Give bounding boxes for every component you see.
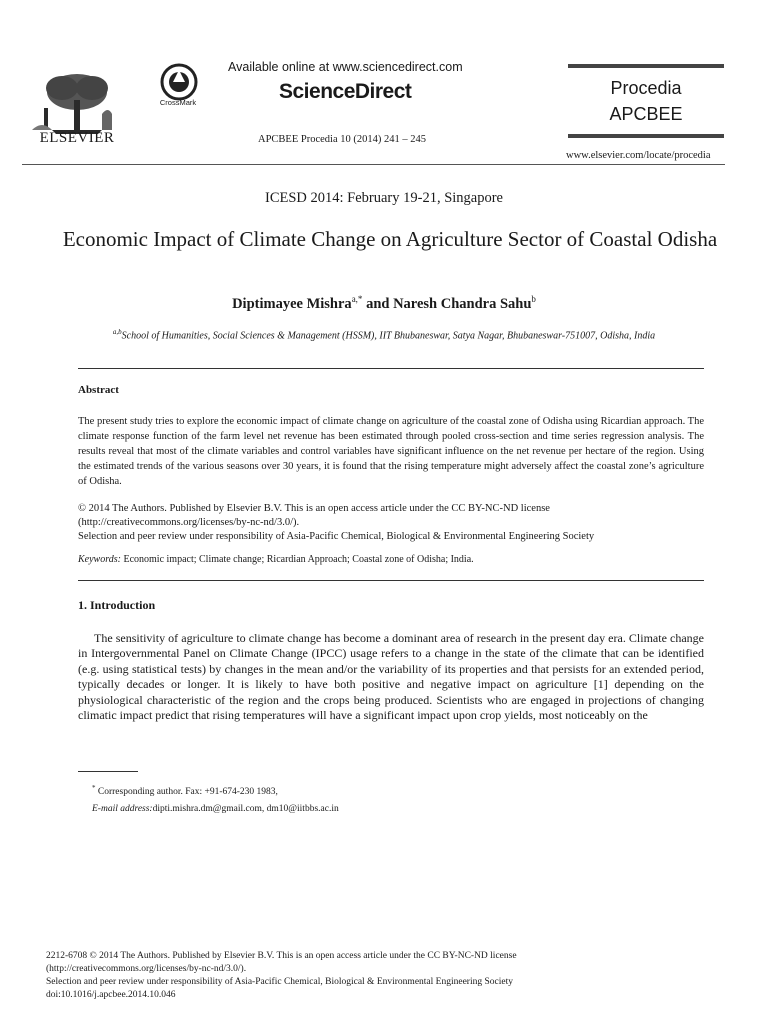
footnote-email bbox=[92, 804, 339, 814]
abstract-text: The present study tries to explore the economic impact of climate change on agriculture of the coastal zone of Odisha using Ricardian approach. The climate response function of the farm level net revenue has been estimated through pooled cross-section and time series regression analysis. The results reveal that most of the climate variables and control variables have significant influence on the net revenue per hectare of the region. Using the estimated trends of the various seasons over 30 years, it is found that the rising temperature might adversely affect the coastal zone’s agriculture of Odisha. bbox=[78, 416, 704, 487]
author-1-superscript: a,* bbox=[351, 294, 363, 304]
abstract-bottom-rule bbox=[78, 580, 704, 581]
footnote-corresponding bbox=[92, 784, 278, 797]
crossmark-label: CrossMark bbox=[159, 98, 197, 107]
journal-reference: APCBEE Procedia 10 (2014) 241 – 245 bbox=[258, 134, 426, 145]
keywords-line bbox=[78, 554, 704, 565]
keywords-label: Keywords: bbox=[78, 554, 121, 565]
author-2: and Naresh Chandra Sahu bbox=[362, 295, 532, 312]
introduction-paragraph: The sensitivity of agriculture to climate change has become a dominant area of research in the present day era. Climate change in Intergovernmental Panel on Climate Change (IPCC) usage refers to a change in the state of the climate that can be identified (e.g. using statistical tests) by changes in the mean and/or the variability of its properties and that persists for an extended period, typically decades or longer. It is likely to have both positive and negative impact on agriculture [1] depending on the physiological characteristic of the region and the crops being produced. Scientists who are engaged in projections of changing climatic impact predict that rising temperatures will have a significant impact upon crop yields, most noticeably on the bbox=[78, 631, 704, 723]
authors-line bbox=[0, 294, 768, 313]
journal-name-line1: Procedia bbox=[610, 78, 682, 98]
author-2-superscript: b bbox=[531, 294, 536, 304]
footer-doi[interactable]: doi:10.1016/j.apcbee.2014.10.046 bbox=[46, 990, 176, 1000]
sciencedirect-logo-text: ScienceDirect bbox=[279, 80, 412, 103]
footer-line-3: Selection and peer review under responsibility of Asia-Pacific Chemical, Biological & Environmental Engineering Society bbox=[46, 977, 513, 987]
paper-title: Economic Impact of Climate Change on Agriculture Sector of Coastal Odisha bbox=[62, 227, 718, 251]
header-divider bbox=[22, 164, 725, 165]
keywords-text: Economic impact; Climate change; Ricardian Approach; Coastal zone of Odisha; India. bbox=[120, 554, 474, 565]
footnote-rule bbox=[78, 771, 138, 772]
copyright-line-1: © 2014 The Authors. Published by Elsevier B.V. This is an open access article under the CC BY-NC-ND license bbox=[78, 503, 550, 514]
journal-name-line2: APCBEE bbox=[609, 104, 683, 124]
abstract-heading: Abstract bbox=[78, 384, 119, 396]
publisher-name: ELSEVIER bbox=[39, 130, 115, 146]
copyright-line-3: Selection and peer review under responsibility of Asia-Pacific Chemical, Biological & Environmental Engineering Society bbox=[78, 531, 595, 542]
license-link[interactable]: (http://creativecommons.org/licenses/by-nc-nd/3.0/). bbox=[78, 517, 300, 528]
footnote-corresponding-text: Corresponding author. Fax: +91-674-230 1983, bbox=[95, 787, 278, 798]
section-heading-introduction: 1. Introduction bbox=[78, 598, 156, 612]
page-footer bbox=[46, 950, 726, 1002]
affiliation-line bbox=[0, 328, 768, 341]
affiliation-superscript: a,b bbox=[112, 328, 122, 336]
email-addresses[interactable]: dipti.mishra.dm@gmail.com, dm10@iitbbs.ac.in bbox=[152, 804, 339, 814]
affiliation-text: School of Humanities, Social Sciences & Management (HSSM), IIT Bhubaneswar, Satya Nagar, Bhubaneswar-751007, Odisha, India bbox=[121, 330, 656, 342]
footer-license-link[interactable]: (http://creativecommons.org/licenses/by-nc-nd/3.0/). bbox=[46, 964, 247, 974]
footnote-marker: * bbox=[92, 784, 96, 792]
email-label: E-mail address: bbox=[92, 804, 153, 814]
abstract-top-rule bbox=[78, 368, 704, 369]
author-1: Diptimayee Mishra bbox=[232, 295, 352, 312]
journal-logo-box bbox=[568, 64, 724, 138]
abstract-copyright bbox=[78, 502, 704, 544]
journal-url-link[interactable]: www.elsevier.com/locate/procedia bbox=[566, 150, 711, 161]
footer-line-1: 2212-6708 © 2014 The Authors. Published by Elsevier B.V. This is an open access article under the CC BY-NC-ND license bbox=[46, 951, 517, 961]
conference-line: ICESD 2014: February 19-21, Singapore bbox=[264, 190, 503, 206]
available-online-text[interactable]: Available online at www.sciencedirect.com bbox=[228, 60, 463, 74]
